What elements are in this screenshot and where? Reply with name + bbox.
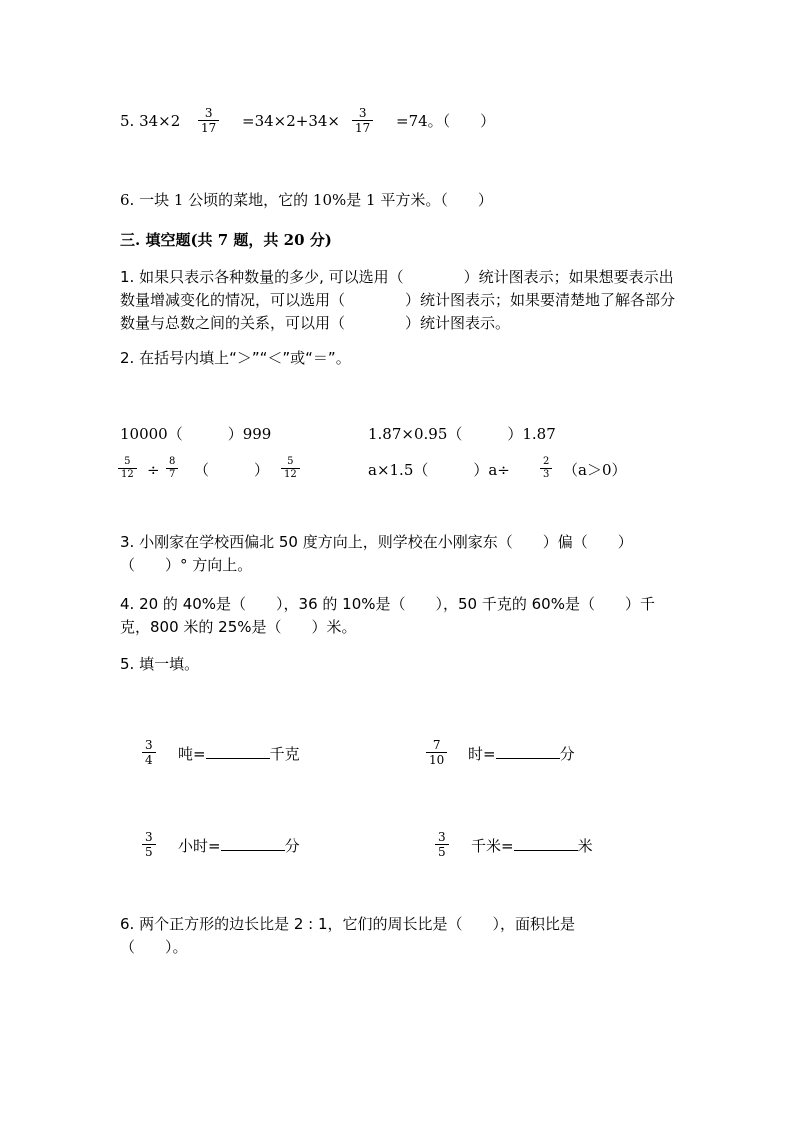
fill5-b-fraction-num: 7 [432,738,441,752]
fill5-a-fraction [142,738,156,767]
fill2-text: 2. 在括号内填上“＞”“＜”或“＝”。 [120,349,351,367]
q5-prefix: 5. 34×2 [120,112,181,130]
fill5-d-row [471,834,593,857]
fill5-d-fraction-num: 3 [438,830,446,844]
fill5-d-fraction-den: 5 [435,844,449,859]
fill4-text: 4. 20 的 40%是（ ），36 的 10%是（ ），50 千克的 60%是（ ）千克，800 米的 25%是（ ）米。 [120,595,655,636]
fill2-row2-fraction-1-num: 5 [124,456,131,467]
fill2-row2-fraction-1-den: 12 [118,468,137,481]
fill5-b-answer-blank[interactable] [496,742,560,759]
fill5-a-answer-blank[interactable] [206,742,270,759]
fill5-b-fraction-den: 10 [426,752,447,767]
fill2-row2-fraction-4-den: 3 [540,468,552,481]
fill5-c-right: 分 [284,837,300,855]
fill5-b-row [468,742,575,765]
fill5-a-right: 千克 [269,745,300,763]
fill2-row2-fraction-3-den: 12 [281,468,300,481]
fill2-row1-left: 10000（ ）999 [120,425,272,443]
q5-mid: =34×2+34× [242,112,340,130]
fill5-d-answer-blank[interactable] [514,834,578,851]
q5-fraction-2-num: 3 [358,106,367,120]
q5-suffix: =74。（ ） [396,112,496,130]
fill1-text: 1. 如果只表示各种数量的多少, 可以选用（ ）统计图表示；如果想要表示出数量增减变化的情况，可以选用（ ）统计图表示；如果要清楚地了解各部分数量与总数之间的关系，可以用（ ）统计图表示。 [120,268,676,332]
fill5-d-fraction [435,830,449,859]
section-3-title: 三. 填空题(共 7 题，共 20 分) [120,231,332,249]
fill2-row2-fraction-1 [118,456,137,481]
fill5-c-fraction-num: 3 [145,830,153,844]
fill5-b-right: 分 [559,745,575,763]
q6-text: 6. 一块 1 公顷的菜地，它的 10%是 1 平方米。（ ） [120,191,493,209]
fill5-c-fraction-den: 5 [142,844,156,859]
fill5-b-fraction [426,738,447,767]
fill5-b-left: 时= [468,745,496,763]
fill2-row2-fraction-2-num: 8 [169,456,176,467]
fill5-a-fraction-den: 4 [142,752,156,767]
fill2-row2-fraction-2-den: 7 [166,468,178,481]
fill5-c-answer-blank[interactable] [221,834,285,851]
fill2-row2-fraction-4-num: 2 [543,456,550,467]
fill2-row2-right-left: a×1.5（ ）a÷ [368,461,510,479]
fill3-text: 3. 小刚家在学校西偏北 50 度方向上，则学校在小刚家东（ ）偏（ ）（ ）° 方向上。 [120,533,633,574]
fill2-row2-right-end: （a＞0） [563,461,627,479]
fill2-row2-fraction-4 [540,456,552,481]
fill5-a-left: 吨= [178,745,206,763]
fill2-row2-divide: ÷ [147,461,160,479]
fill5-a-fraction-num: 3 [145,738,153,752]
fill5-title: 5. 填一填。 [120,655,200,673]
q5-fraction-1-den: 17 [198,120,219,135]
fill2-row1-right: 1.87×0.95（ ）1.87 [368,425,556,443]
fill2-row2-fraction-2 [166,456,178,481]
fill5-d-left: 千米= [471,837,514,855]
fill5-c-row [178,834,300,857]
q5-fraction-2-den: 17 [352,120,373,135]
fill2-row2-fraction-3-num: 5 [287,456,294,467]
q5-fraction-2 [352,106,373,135]
fill2-row2-blank: （ ） [194,461,270,479]
fill5-d-right: 米 [577,837,593,855]
fill6-text: 6. 两个正方形的边长比是 2 : 1，它们的周长比是（ ），面积比是（ ）。 [120,915,576,956]
q5-fraction-1-num: 3 [204,106,213,120]
fill5-c-left: 小时= [178,837,221,855]
fill2-row2-fraction-3 [281,456,300,481]
fill5-a-row [178,742,300,765]
fill5-c-fraction [142,830,156,859]
q5-fraction-1 [198,106,219,135]
